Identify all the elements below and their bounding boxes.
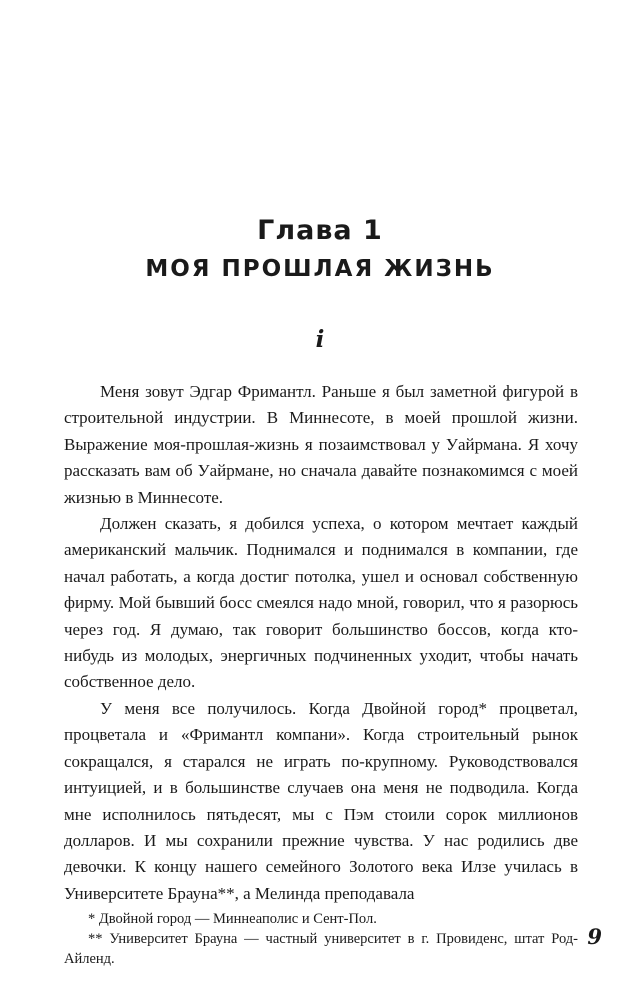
chapter-title: МОЯ ПРОШЛАЯ ЖИЗНЬ <box>145 256 495 282</box>
paragraph-1: Меня зовут Эдгар Фримантл. Раньше я был заметной фигурой в строительной индустрии. В Миннесоте, в моей прошлой жизни. Выражение моя-прошлая-жизнь я позаимствовал у Уайрмана. Я хочу рассказать вам об Уайрмане, но сначала давайте познакомимся с моей жизнью в Миннесоте. <box>64 382 578 507</box>
paragraph-2: Должен сказать, я добился успеха, о котором мечтает каждый американский мальчик. Поднимался и поднимался в компании, где начал работать, а когда достиг потолка, ушел и основал собственную фирму. Мой бывший босс смеялся надо мной, говорил, что я разорюсь через год. Я думаю, так говорит большинство боссов, когда кто-нибудь из молодых, энергичных подчиненных уходит, чтобы начать собственное дело. <box>64 514 578 692</box>
chapter-label: Глава 1 <box>257 215 383 246</box>
section-marker: i <box>315 326 325 353</box>
paragraph-3: У меня все получилось. Когда Двойной город* процветал, процветала и «Фримантл компани». Когда строительный рынок сокращался, я старался не играть по-крупному. Руководствовался интуицией, и в большинстве случаев она меня не подводила. Когда мне исполнилось пятьдесят, мы с Пэм стоили сорок миллионов долларов. И мы сохранили прежние чувства. У нас родились две девочки. К концу нашего семейного Золотого века Илзе училась в Университете Брауна**, а Мелинда преподавала <box>64 698 578 903</box>
page-number: 9 <box>587 924 602 949</box>
footnote-1: * Двойной город — Миннеаполис и Сент-Пол. <box>88 911 377 928</box>
footnote-2: ** Университет Брауна — частный университет в г. Провиденс, штат Род-Айленд. <box>64 931 578 968</box>
body-text <box>0 379 640 907</box>
footnotes <box>0 907 640 969</box>
chapter-heading <box>0 0 640 283</box>
